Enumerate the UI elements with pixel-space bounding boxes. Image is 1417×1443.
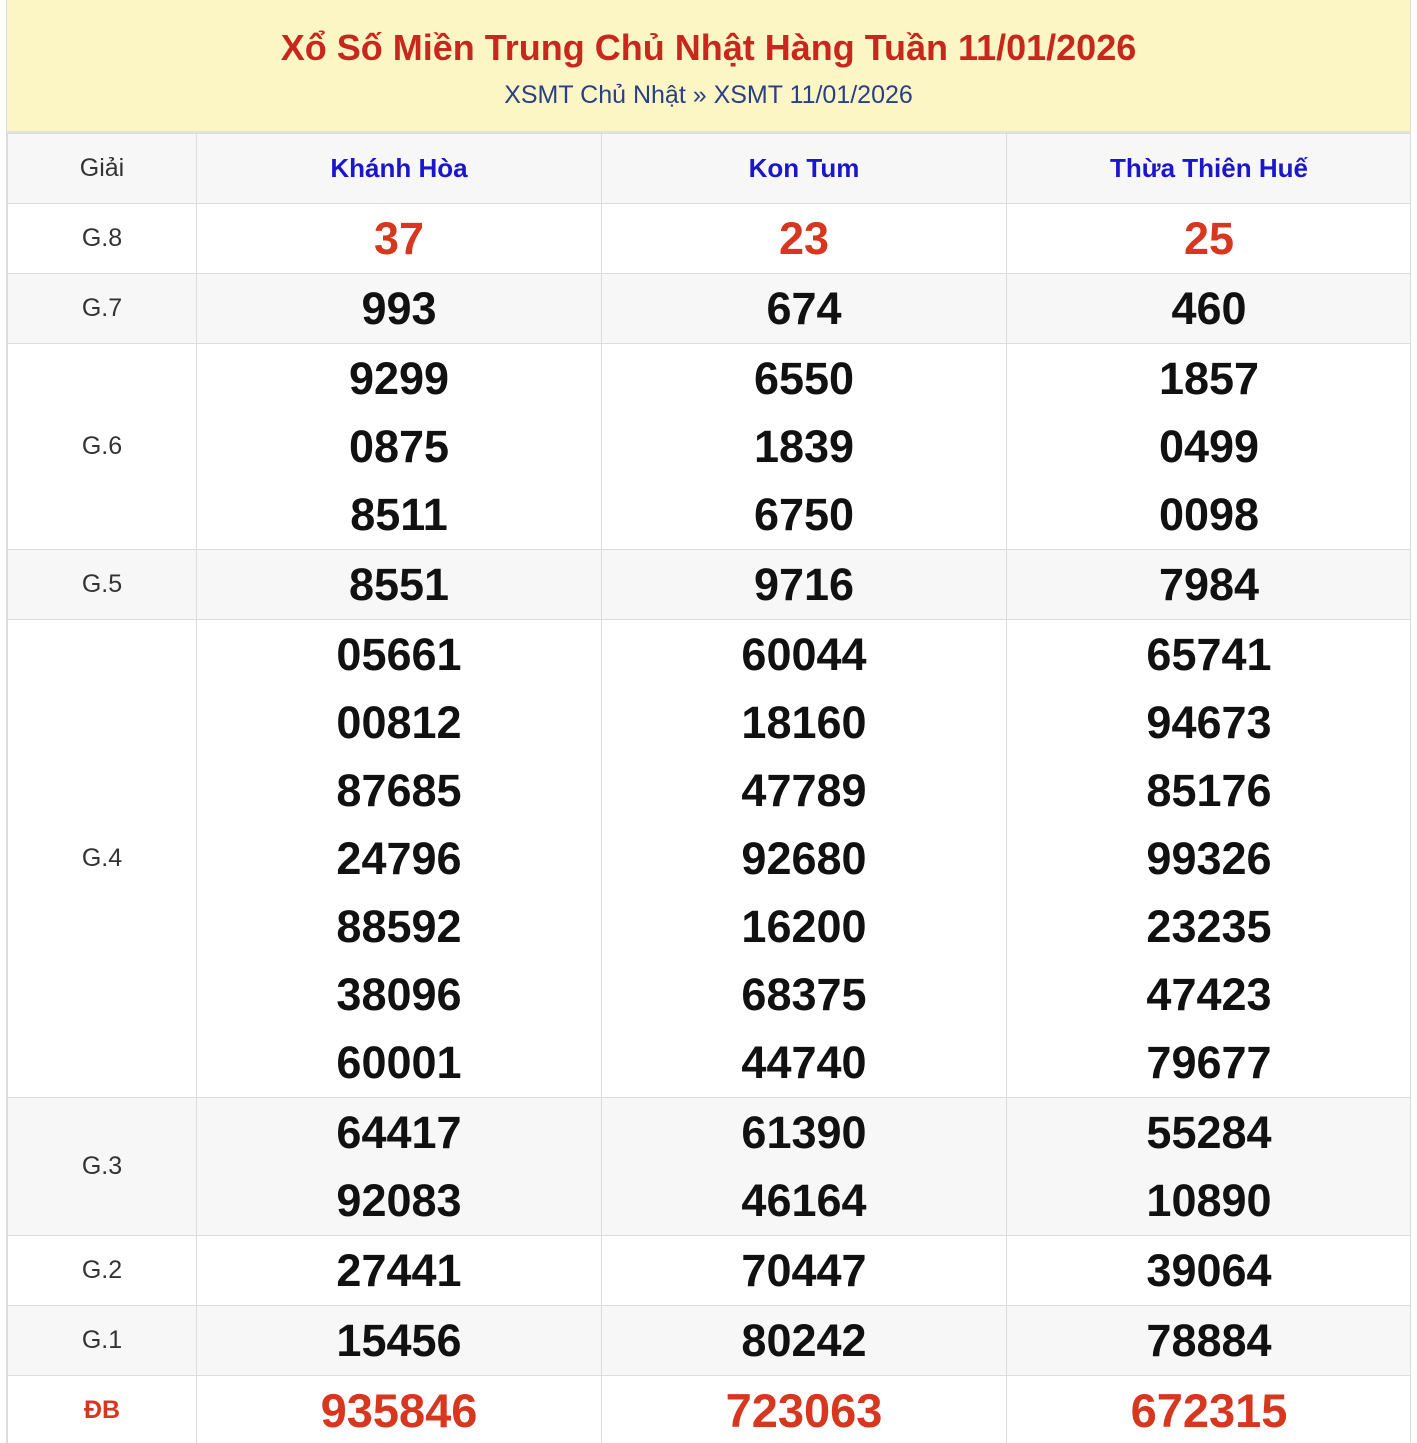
header-cell-province[interactable] <box>1007 134 1412 204</box>
prize-number: 46164 <box>741 1174 867 1226</box>
prize-number: 92680 <box>741 832 867 884</box>
header-cell-province[interactable] <box>602 134 1007 204</box>
result-cell <box>1007 1306 1412 1376</box>
prize-number: 993 <box>361 282 437 334</box>
prize-row <box>8 1306 1412 1376</box>
prize-number: 00812 <box>336 696 462 748</box>
results-banner <box>7 0 1410 133</box>
prize-number: 88592 <box>336 900 462 952</box>
result-cell <box>602 550 1007 620</box>
prize-number: 1839 <box>753 420 855 472</box>
result-cell <box>602 1306 1007 1376</box>
prize-number: 38096 <box>336 968 462 1020</box>
prize-number: 27441 <box>336 1244 462 1296</box>
prize-number: 18160 <box>741 696 867 748</box>
prize-label-cell <box>8 204 197 274</box>
prize-number: 24796 <box>336 832 462 884</box>
header-cell-province[interactable] <box>197 134 602 204</box>
prize-number: 68375 <box>741 968 867 1020</box>
result-cell <box>602 620 1007 1098</box>
result-cell <box>197 1376 602 1443</box>
prize-number: 15456 <box>336 1314 462 1366</box>
prize-row <box>8 1098 1412 1236</box>
prize-label: G.4 <box>81 844 123 872</box>
prize-number: 37 <box>373 212 425 264</box>
result-cell <box>197 344 602 550</box>
breadcrumb-link-sunday[interactable]: XSMT Chủ Nhật <box>504 81 686 109</box>
prize-label: G.3 <box>81 1152 123 1180</box>
prize-number: 47789 <box>741 764 867 816</box>
breadcrumb <box>7 80 1410 110</box>
result-cell <box>602 204 1007 274</box>
result-cell <box>197 1306 602 1376</box>
prize-row <box>8 344 1412 550</box>
prize-number: 70447 <box>741 1244 867 1296</box>
results-table <box>7 133 1411 1443</box>
prize-row <box>8 1376 1412 1443</box>
prize-number: 55284 <box>1146 1106 1272 1158</box>
province-thua-thien-hue[interactable]: Thừa Thiên Huế <box>1110 153 1308 183</box>
prize-number: 47423 <box>1146 968 1272 1020</box>
prize-column-label: Giải <box>79 154 125 182</box>
result-cell <box>197 1098 602 1236</box>
result-cell <box>1007 1376 1412 1443</box>
prize-label-cell <box>8 1236 197 1306</box>
prize-number: 99326 <box>1146 832 1272 884</box>
prize-number: 64417 <box>336 1106 462 1158</box>
prize-number: 0098 <box>1158 488 1260 540</box>
prize-number: 8511 <box>350 488 448 540</box>
prize-number: 10890 <box>1146 1174 1272 1226</box>
prize-number: 39064 <box>1146 1244 1272 1296</box>
prize-number: 9716 <box>753 558 855 610</box>
result-cell <box>602 1098 1007 1236</box>
prize-row <box>8 550 1412 620</box>
prize-number: 23 <box>778 212 830 264</box>
prize-row <box>8 204 1412 274</box>
prize-label: G.1 <box>81 1326 123 1354</box>
prize-number: 87685 <box>336 764 462 816</box>
prize-label: G.7 <box>81 294 123 322</box>
results-body <box>8 204 1412 1443</box>
special-prize-number: 672315 <box>1130 1383 1288 1437</box>
breadcrumb-separator: » <box>692 81 707 109</box>
prize-label-cell <box>8 550 197 620</box>
prize-number: 9299 <box>348 352 450 404</box>
result-cell <box>197 274 602 344</box>
prize-label-cell <box>8 344 197 550</box>
prize-number: 0499 <box>1158 420 1260 472</box>
prize-number: 25 <box>1183 212 1235 264</box>
prize-number: 60001 <box>336 1036 462 1088</box>
prize-number: 23235 <box>1146 900 1272 952</box>
page-title: Xổ Số Miền Trung Chủ Nhật Hàng Tuần 11/01/2026 <box>280 27 1137 68</box>
results-frame <box>6 0 1411 1443</box>
prize-number: 79677 <box>1146 1036 1272 1088</box>
prize-number: 60044 <box>741 628 867 680</box>
prize-number: 1857 <box>1158 352 1260 404</box>
result-cell <box>602 1376 1007 1443</box>
prize-number: 65741 <box>1146 628 1272 680</box>
prize-number: 94673 <box>1146 696 1272 748</box>
header-cell-prize <box>8 134 197 204</box>
prize-number: 44740 <box>741 1036 867 1088</box>
prize-label-cell <box>8 274 197 344</box>
result-cell <box>1007 550 1412 620</box>
prize-number: 0875 <box>348 420 450 472</box>
special-prize-number: 935846 <box>320 1383 478 1437</box>
prize-number: 80242 <box>741 1314 867 1366</box>
result-cell <box>1007 274 1412 344</box>
province-khanh-hoa[interactable]: Khánh Hòa <box>330 153 468 183</box>
prize-number: 8551 <box>348 558 450 610</box>
prize-number: 92083 <box>336 1174 462 1226</box>
result-cell <box>197 550 602 620</box>
result-cell <box>1007 204 1412 274</box>
prize-number: 61390 <box>741 1106 867 1158</box>
special-prize-number: 723063 <box>725 1383 883 1437</box>
table-header-row <box>8 134 1412 204</box>
result-cell <box>1007 1236 1412 1306</box>
prize-label: ĐB <box>83 1396 121 1424</box>
result-cell <box>602 274 1007 344</box>
result-cell <box>602 1236 1007 1306</box>
prize-label: G.8 <box>81 224 123 252</box>
prize-number: 16200 <box>741 900 867 952</box>
prize-label: G.2 <box>81 1256 123 1284</box>
prize-number: 78884 <box>1146 1314 1272 1366</box>
prize-number: 05661 <box>336 628 462 680</box>
result-cell <box>1007 1098 1412 1236</box>
prize-number: 85176 <box>1146 764 1272 816</box>
prize-label-cell <box>8 1376 197 1443</box>
prize-number: 674 <box>766 282 842 334</box>
prize-number: 6750 <box>753 488 855 540</box>
result-cell <box>1007 620 1412 1098</box>
result-cell <box>602 344 1007 550</box>
prize-label-cell <box>8 1098 197 1236</box>
prize-row <box>8 620 1412 1098</box>
prize-number: 7984 <box>1158 558 1260 610</box>
province-kon-tum[interactable]: Kon Tum <box>748 153 860 183</box>
result-cell <box>197 1236 602 1306</box>
breadcrumb-link-date[interactable]: XSMT 11/01/2026 <box>713 81 913 109</box>
prize-number: 460 <box>1171 282 1247 334</box>
result-cell <box>197 204 602 274</box>
prize-label-cell <box>8 1306 197 1376</box>
prize-label: G.6 <box>81 432 123 460</box>
prize-row <box>8 274 1412 344</box>
prize-number: 6550 <box>753 352 855 404</box>
prize-row <box>8 1236 1412 1306</box>
result-cell <box>197 620 602 1098</box>
result-cell <box>1007 344 1412 550</box>
prize-label-cell <box>8 620 197 1098</box>
prize-label: G.5 <box>81 570 123 598</box>
